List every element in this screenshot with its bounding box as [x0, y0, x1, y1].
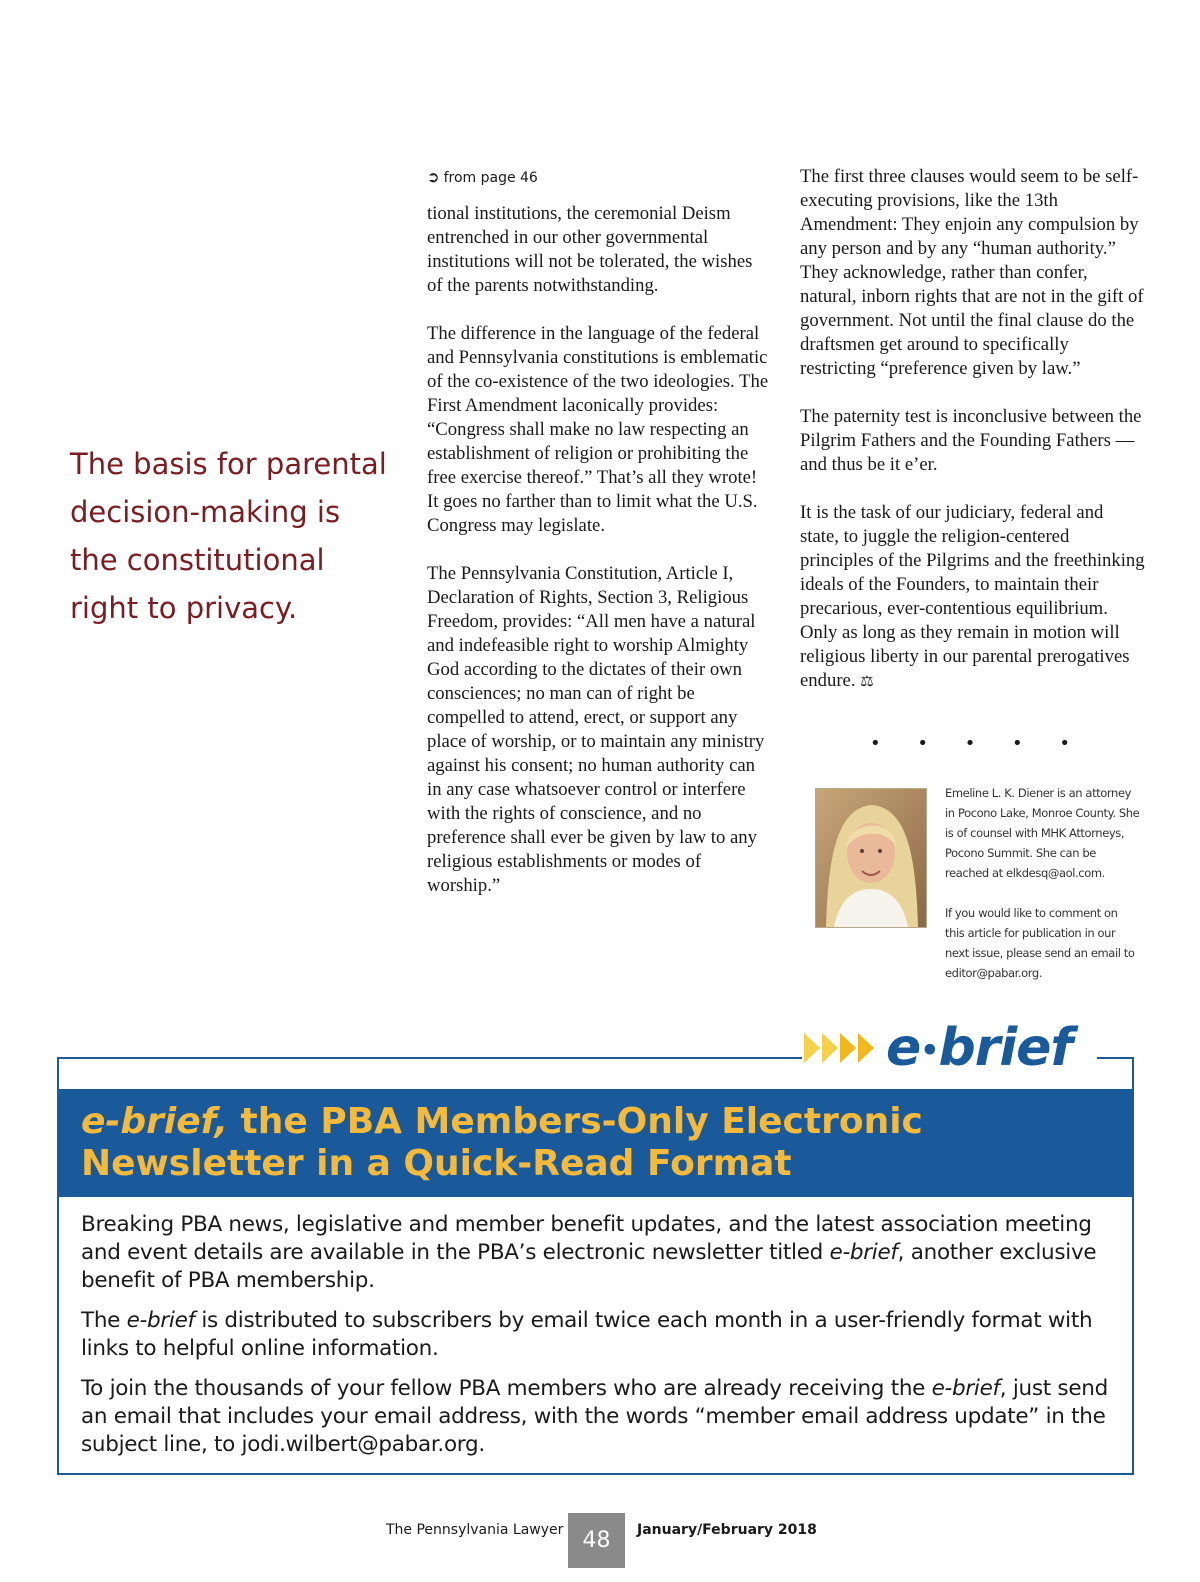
chevrons-icon: [804, 1033, 876, 1063]
ebrief-logo-text: [886, 1018, 1072, 1078]
article-column-right: [800, 165, 1145, 718]
section-divider-dots: [870, 732, 1070, 756]
author-portrait-icon: [816, 789, 926, 927]
divider-dot-icon: •: [1059, 733, 1070, 754]
logo-letter-e: e: [886, 1018, 921, 1078]
banner-title: the PBA Members-Only Electronic Newsletter in a Quick-Read Format: [81, 1101, 923, 1184]
box-border-top-left: [59, 1057, 811, 1059]
author-bio: [945, 783, 1140, 1003]
ebrief-paragraph: [81, 1307, 1121, 1363]
pull-quote: The basis for parental decision-making is the constitutional right to privacy.: [70, 447, 387, 625]
text-run: Breaking PBA news, legislative and member benefit updates, and the latest association meeting and event details are available in the PBA’s electronic newsletter titled: [81, 1212, 1092, 1265]
footer-issue-date: January/February 2018: [637, 1522, 817, 1538]
divider-dot-icon: •: [917, 733, 928, 754]
paragraph: The first three clauses would seem to be self-executing provisions, like the 13th Amendment: They enjoin any compulsion by any person and by any “human authority.” They acknowledge, rather than confer, natural, inborn rights that are not in the gift of government. Not until the final clause do the draftsmen get around to specifically restricting “preference given by law.”: [800, 166, 1144, 379]
author-bio-text: Emeline L. K. Diener is an attorney in Pocono Lake, Monroe County. She is of counsel with MHK Attorneys, Pocono Summit. She can be reached at elkdesq@aol.com.: [945, 786, 1140, 880]
paragraph: The paternity test is inconclusive between the Pilgrim Fathers and the Founding Fathers — and thus be it e’er.: [800, 406, 1142, 475]
comment-invitation: If you would like to comment on this article for publication in our next issue, please send an email to editor@pabar.org.: [945, 906, 1135, 980]
text-run-italic: e-brief: [931, 1376, 1000, 1401]
ebrief-body: [81, 1211, 1121, 1471]
text-run: , another exclusive benefit of PBA membership.: [81, 1240, 1097, 1293]
text-run: is distributed to subscribers by email twice each month in a user-friendly format with links to helpful online information.: [81, 1308, 1093, 1361]
final-paragraph-text: It is the task of our judiciary, federal and state, to juggle the religion-centered principles of the Pilgrims and the freethinking ideals of the Founders, to maintain their precarious, ever-contentious equilibrium. Only as long as they remain in motion will religious liberty in our parental prerogatives endure.: [800, 502, 1145, 691]
article-column-middle: [427, 165, 772, 922]
paragraph-final: [800, 501, 1145, 694]
paragraph: The difference in the language of the federal and Pennsylvania constitutions is emblematic of the co-existence of the two ideologies. The First Amendment laconically provides: “Congress shall make no law respecting an establishment of religion or prohibiting the free exercise thereof.” That’s all they wrote! It goes no farther than to limit what the U.S. Congress may legislate.: [427, 323, 769, 536]
page-number: 48: [568, 1513, 625, 1568]
ebrief-logo: [802, 1018, 1080, 1078]
end-mark-icon: ⚖: [860, 674, 874, 690]
continued-from: [427, 165, 772, 190]
ebrief-paragraph: [81, 1211, 1121, 1295]
ebrief-banner: [57, 1089, 1134, 1197]
text-run-italic: e-brief: [126, 1308, 195, 1333]
text-run: The: [81, 1308, 127, 1333]
paragraph: The Pennsylvania Constitution, Article I, Declaration of Rights, Section 3, Religious Freedom, provides: “All men have a natural and indefeasible right to worship Almighty God according to the dictates of their own consciences; no man can of right be compelled to attend, erect, or support any place of worship, or to maintain any ministry against his consent; no human authority can in any case whatsoever control or interfere with the rights of conscience, and no preference shall ever be given by law to any religious establishments or modes of worship.”: [427, 563, 765, 896]
footer-publication: The Pennsylvania Lawyer: [386, 1522, 564, 1538]
divider-dot-icon: •: [964, 733, 976, 754]
box-border-top-right: [1097, 1057, 1132, 1059]
text-run: To join the thousands of your fellow PBA members who are already receiving the: [81, 1376, 932, 1401]
continued-from-label: from page 46: [443, 170, 538, 186]
divider-dot-icon: •: [870, 733, 881, 754]
ebrief-paragraph: [81, 1375, 1121, 1459]
continued-arrow-icon: ➲: [427, 168, 440, 186]
author-photo: [815, 788, 927, 928]
paragraph: tional institutions, the ceremonial Deism entrenched in our other governmental institutions will not be tolerated, the wishes of the parents notwithstanding.: [427, 203, 753, 296]
text-run: , just send an email that includes your email address, with the words “member email address update” in the subject line, to jodi.wilbert@pabar.org.: [81, 1376, 1108, 1457]
divider-dot-icon: •: [1012, 733, 1023, 754]
banner-title-italic: e-brief,: [81, 1101, 229, 1142]
text-run-italic: e-brief: [829, 1240, 898, 1265]
logo-word-brief: brief: [938, 1018, 1073, 1078]
logo-dot: •: [920, 1033, 939, 1069]
